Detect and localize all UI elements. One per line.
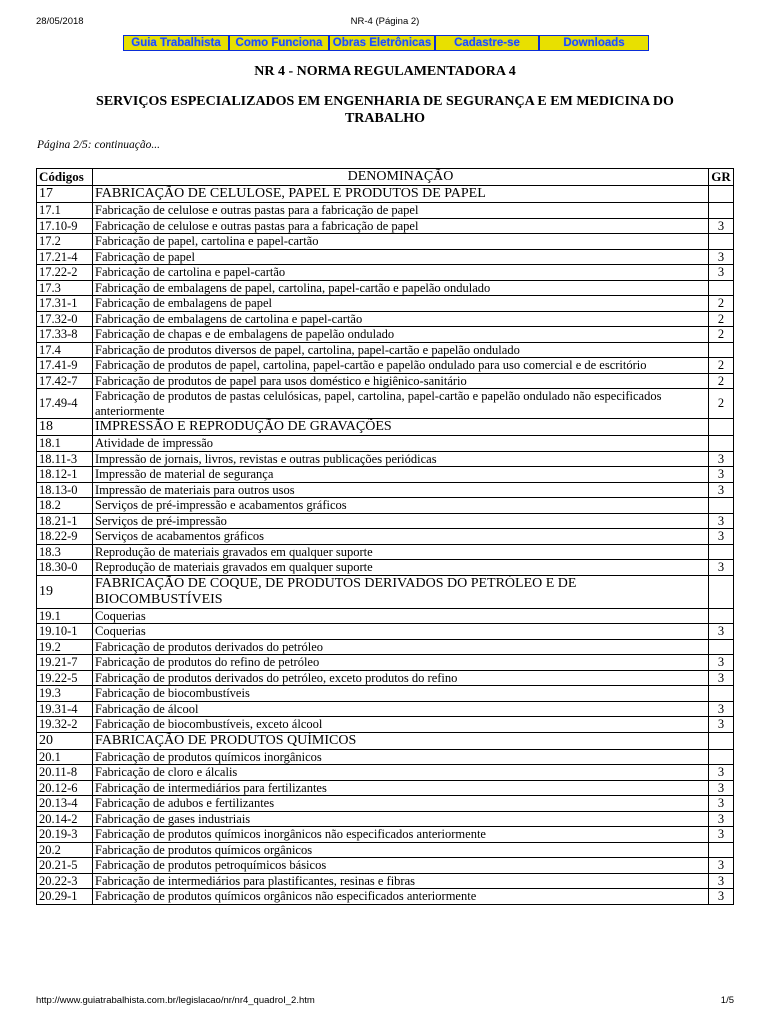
row-code: 18.30-0 — [37, 560, 93, 576]
row-gr: 2 — [709, 296, 734, 312]
row-code: 20.19-3 — [37, 827, 93, 843]
table-row — [37, 311, 734, 327]
row-code: 20.1 — [37, 749, 93, 765]
row-code: 17.10-9 — [37, 218, 93, 234]
row-code: 20.14-2 — [37, 811, 93, 827]
table-body — [37, 186, 734, 905]
row-gr: 3 — [709, 670, 734, 686]
row-denominacao: Fabricação de chapas e de embalagens de papelão ondulado — [93, 327, 709, 343]
row-denominacao: Fabricação de produtos de pastas celulósicas, papel, cartolina, papel-cartão e papelão ondulado não especificados anteriormente — [93, 389, 709, 419]
table-row — [37, 858, 734, 874]
row-code: 18.13-0 — [37, 482, 93, 498]
row-gr: 3 — [709, 624, 734, 640]
row-code: 17.22-2 — [37, 265, 93, 281]
row-code: 20.22-3 — [37, 873, 93, 889]
table-row — [37, 670, 734, 686]
row-gr: 2 — [709, 358, 734, 374]
nav-cadastre-se[interactable]: Cadastre-se — [436, 36, 538, 50]
nr4-activities-table — [36, 168, 734, 905]
row-denominacao: Fabricação de embalagens de papel, cartolina, papel-cartão e papelão ondulado — [93, 280, 709, 296]
row-gr — [709, 203, 734, 219]
row-code: 17.41-9 — [37, 358, 93, 374]
row-denominacao: Serviços de pré-impressão e acabamentos gráficos — [93, 498, 709, 514]
row-denominacao: Fabricação de celulose e outras pastas para a fabricação de papel — [93, 218, 709, 234]
row-gr: 3 — [709, 765, 734, 781]
row-code: 19.22-5 — [37, 670, 93, 686]
table-row — [37, 544, 734, 560]
table-row — [37, 624, 734, 640]
table-row — [37, 513, 734, 529]
table-row — [37, 265, 734, 281]
row-denominacao: Fabricação de álcool — [93, 701, 709, 717]
table-row — [37, 342, 734, 358]
print-date: 28/05/2018 — [36, 16, 84, 27]
row-denominacao: Fabricação de biocombustíveis — [93, 686, 709, 702]
row-denominacao: Impressão de material de segurança — [93, 467, 709, 483]
table-row — [37, 327, 734, 343]
print-page-title: NR-4 (Página 2) — [350, 16, 420, 27]
table-row — [37, 436, 734, 452]
row-denominacao: Reprodução de materiais gravados em qualquer suporte — [93, 560, 709, 576]
print-footer — [36, 995, 734, 1009]
row-denominacao: Fabricação de produtos derivados do petróleo — [93, 639, 709, 655]
table-row — [37, 498, 734, 514]
row-denominacao: Fabricação de cartolina e papel-cartão — [93, 265, 709, 281]
row-denominacao: Serviços de pré-impressão — [93, 513, 709, 529]
row-gr: 3 — [709, 482, 734, 498]
table-header-row — [37, 169, 734, 186]
header-denominacao: DENOMINAÇÃO — [93, 169, 709, 186]
row-gr — [709, 732, 734, 749]
row-code: 17.4 — [37, 342, 93, 358]
row-gr: 3 — [709, 467, 734, 483]
table-row — [37, 389, 734, 419]
row-gr: 3 — [709, 265, 734, 281]
row-denominacao: Serviços de acabamentos gráficos — [93, 529, 709, 545]
row-gr — [709, 419, 734, 436]
row-code: 17 — [37, 186, 93, 203]
row-code: 20.21-5 — [37, 858, 93, 874]
table-row — [37, 608, 734, 624]
row-denominacao: Fabricação de adubos e fertilizantes — [93, 796, 709, 812]
table-row — [37, 249, 734, 265]
row-denominacao: Fabricação de cloro e álcalis — [93, 765, 709, 781]
row-gr: 2 — [709, 327, 734, 343]
row-denominacao: Fabricação de celulose e outras pastas para a fabricação de papel — [93, 203, 709, 219]
row-gr — [709, 686, 734, 702]
row-code: 19.10-1 — [37, 624, 93, 640]
row-denominacao: Fabricação de produtos de papel para usos doméstico e higiênico-sanitário — [93, 373, 709, 389]
row-code: 17.1 — [37, 203, 93, 219]
table-row — [37, 842, 734, 858]
document-title: NR 4 - NORMA REGULAMENTADORA 4 — [254, 64, 516, 79]
table-row — [37, 467, 734, 483]
row-code: 18.21-1 — [37, 513, 93, 529]
row-gr: 2 — [709, 373, 734, 389]
header-codigos: Códigos — [37, 169, 93, 186]
row-denominacao: Reprodução de materiais gravados em qualquer suporte — [93, 544, 709, 560]
row-code: 20.13-4 — [37, 796, 93, 812]
row-code: 18.2 — [37, 498, 93, 514]
row-code: 17.31-1 — [37, 296, 93, 312]
row-gr: 3 — [709, 796, 734, 812]
row-gr: 3 — [709, 858, 734, 874]
table-row — [37, 560, 734, 576]
table-row — [37, 873, 734, 889]
row-gr: 3 — [709, 218, 734, 234]
row-gr: 3 — [709, 811, 734, 827]
row-gr: 3 — [709, 873, 734, 889]
row-denominacao: Fabricação de biocombustíveis, exceto álcool — [93, 717, 709, 733]
row-denominacao: Fabricação de produtos químicos inorgânicos — [93, 749, 709, 765]
row-gr — [709, 436, 734, 452]
header-gr: GR — [709, 169, 734, 186]
row-code: 17.21-4 — [37, 249, 93, 265]
row-gr — [709, 498, 734, 514]
row-code: 19.2 — [37, 639, 93, 655]
row-gr — [709, 608, 734, 624]
row-denominacao: Fabricação de gases industriais — [93, 811, 709, 827]
row-gr: 3 — [709, 701, 734, 717]
row-denominacao: Fabricação de intermediários para fertilizantes — [93, 780, 709, 796]
row-denominacao: Fabricação de produtos petroquímicos básicos — [93, 858, 709, 874]
table-row — [37, 529, 734, 545]
row-code: 17.49-4 — [37, 389, 93, 419]
row-gr: 3 — [709, 827, 734, 843]
row-code: 19 — [37, 575, 93, 608]
row-code: 18.22-9 — [37, 529, 93, 545]
row-gr — [709, 639, 734, 655]
nav-obras-eletronicas[interactable]: Obras Eletrônicas — [330, 36, 434, 50]
row-denominacao: Impressão de materiais para outros usos — [93, 482, 709, 498]
row-denominacao: Coquerias — [93, 608, 709, 624]
row-code: 18.11-3 — [37, 451, 93, 467]
row-code: 20.2 — [37, 842, 93, 858]
row-denominacao: IMPRESSÃO E REPRODUÇÃO DE GRAVAÇÕES — [93, 419, 709, 436]
row-gr: 3 — [709, 529, 734, 545]
nav-guia-trabalhista[interactable]: Guia Trabalhista — [124, 36, 228, 50]
table-row — [37, 780, 734, 796]
row-denominacao: Fabricação de produtos químicos orgânicos não especificados anteriormente — [93, 889, 709, 905]
table-section-row — [37, 732, 734, 749]
row-denominacao: Fabricação de produtos diversos de papel, cartolina, papel-cartão e papelão ondulado — [93, 342, 709, 358]
nav-como-funciona[interactable]: Como Funciona — [230, 36, 328, 50]
row-code: 20 — [37, 732, 93, 749]
row-code: 19.3 — [37, 686, 93, 702]
row-code: 20.11-8 — [37, 765, 93, 781]
table-row — [37, 296, 734, 312]
row-gr: 3 — [709, 889, 734, 905]
row-gr: 3 — [709, 249, 734, 265]
top-nav-bar — [123, 35, 649, 51]
row-code: 17.3 — [37, 280, 93, 296]
row-gr: 2 — [709, 311, 734, 327]
row-gr — [709, 842, 734, 858]
row-denominacao: Fabricação de produtos de papel, cartolina, papel-cartão e papelão ondulado para uso comercial e de escritório — [93, 358, 709, 374]
table-section-row — [37, 575, 734, 608]
row-denominacao: FABRICAÇÃO DE PRODUTOS QUÍMICOS — [93, 732, 709, 749]
page-continuation-note: Página 2/5: continuação... — [37, 139, 160, 151]
row-code: 17.42-7 — [37, 373, 93, 389]
row-denominacao: Fabricação de embalagens de cartolina e papel-cartão — [93, 311, 709, 327]
row-code: 18 — [37, 419, 93, 436]
row-gr — [709, 544, 734, 560]
row-gr: 3 — [709, 513, 734, 529]
table-row — [37, 686, 734, 702]
table-row — [37, 701, 734, 717]
table-row — [37, 280, 734, 296]
document-subtitle: SERVIÇOS ESPECIALIZADOS EM ENGENHARIA DE SEGURANÇA E EM MEDICINA DO TRABALHO — [96, 94, 674, 126]
nav-downloads[interactable]: Downloads — [540, 36, 648, 50]
row-denominacao: Fabricação de papel, cartolina e papel-cartão — [93, 234, 709, 250]
row-denominacao: Atividade de impressão — [93, 436, 709, 452]
row-gr: 3 — [709, 560, 734, 576]
row-denominacao: FABRICAÇÃO DE COQUE, DE PRODUTOS DERIVADOS DO PETRÓLEO E DE BIOCOMBUSTÍVEIS — [93, 575, 709, 608]
row-gr — [709, 280, 734, 296]
table-row — [37, 749, 734, 765]
row-gr — [709, 575, 734, 608]
row-code: 17.32-0 — [37, 311, 93, 327]
row-code: 17.2 — [37, 234, 93, 250]
row-gr: 3 — [709, 655, 734, 671]
table-section-row — [37, 419, 734, 436]
row-code: 20.12-6 — [37, 780, 93, 796]
row-denominacao: FABRICAÇÃO DE CELULOSE, PAPEL E PRODUTOS DE PAPEL — [93, 186, 709, 203]
row-denominacao: Fabricação de produtos do refino de petróleo — [93, 655, 709, 671]
row-gr — [709, 234, 734, 250]
table-row — [37, 639, 734, 655]
table-row — [37, 811, 734, 827]
table-row — [37, 373, 734, 389]
table-row — [37, 655, 734, 671]
row-code: 19.31-4 — [37, 701, 93, 717]
table-row — [37, 889, 734, 905]
row-code: 17.33-8 — [37, 327, 93, 343]
row-denominacao: Fabricação de embalagens de papel — [93, 296, 709, 312]
row-gr: 3 — [709, 780, 734, 796]
print-header — [36, 16, 734, 30]
table-row — [37, 451, 734, 467]
row-code: 19.1 — [37, 608, 93, 624]
row-code: 19.21-7 — [37, 655, 93, 671]
table-section-row — [37, 186, 734, 203]
table-row — [37, 717, 734, 733]
row-code: 18.12-1 — [37, 467, 93, 483]
row-code: 19.32-2 — [37, 717, 93, 733]
row-code: 18.3 — [37, 544, 93, 560]
row-denominacao: Fabricação de produtos químicos inorgânicos não especificados anteriormente — [93, 827, 709, 843]
row-gr: 3 — [709, 451, 734, 467]
print-url: http://www.guiatrabalhista.com.br/legislacao/nr/nr4_quadroI_2.htm — [36, 995, 315, 1006]
row-denominacao: Fabricação de papel — [93, 249, 709, 265]
row-denominacao: Fabricação de intermediários para plastificantes, resinas e fibras — [93, 873, 709, 889]
table-row — [37, 765, 734, 781]
table-row — [37, 234, 734, 250]
row-gr — [709, 749, 734, 765]
table-row — [37, 203, 734, 219]
table-row — [37, 218, 734, 234]
row-gr: 3 — [709, 717, 734, 733]
table-row — [37, 358, 734, 374]
table-row — [37, 482, 734, 498]
row-denominacao: Fabricação de produtos químicos orgânicos — [93, 842, 709, 858]
row-denominacao: Fabricação de produtos derivados do petróleo, exceto produtos do refino — [93, 670, 709, 686]
row-denominacao: Coquerias — [93, 624, 709, 640]
row-code: 20.29-1 — [37, 889, 93, 905]
print-page-number: 1/5 — [720, 995, 734, 1006]
row-denominacao: Impressão de jornais, livros, revistas e outras publicações periódicas — [93, 451, 709, 467]
table-row — [37, 827, 734, 843]
row-code: 18.1 — [37, 436, 93, 452]
row-gr — [709, 186, 734, 203]
row-gr: 2 — [709, 389, 734, 419]
table-row — [37, 796, 734, 812]
row-gr — [709, 342, 734, 358]
